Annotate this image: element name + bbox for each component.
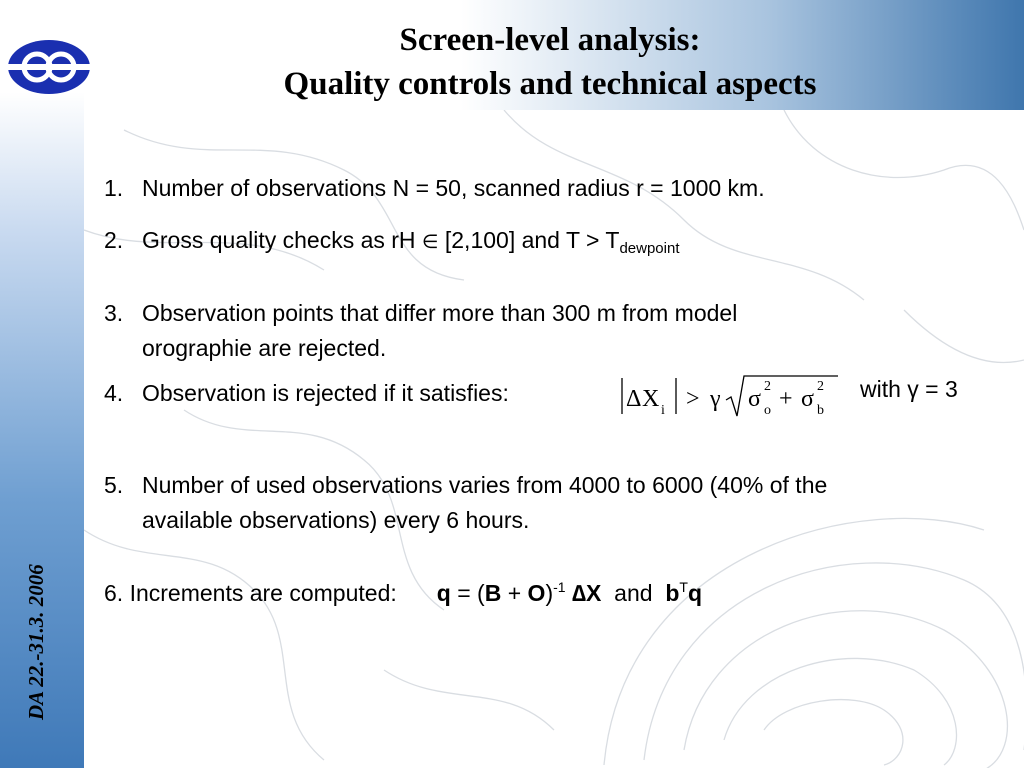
- var-b: b: [665, 580, 680, 606]
- item-text-cont: [2,100] and T > T: [438, 227, 620, 253]
- formula-sub-o: o: [764, 403, 771, 418]
- formula-plus: +: [779, 386, 793, 412]
- list-item-3: [104, 296, 737, 330]
- var-q: q: [436, 580, 451, 606]
- list-item-5: [104, 468, 827, 502]
- side-date-label: DA 22.-31.3. 2006: [24, 564, 48, 720]
- item-text: Gross quality checks as rH: [142, 227, 422, 253]
- item-number: 2.: [104, 227, 124, 253]
- var-q-2: q: [687, 580, 702, 606]
- paren-close: ): [545, 580, 554, 606]
- formula-sq-o: 2: [764, 379, 771, 394]
- title-line-2: Quality controls and technical aspects: [283, 66, 817, 102]
- ecmwf-logo-icon: [6, 38, 92, 96]
- formula-sigma-o: σ: [748, 386, 761, 412]
- formula-sigma-b: σ: [801, 386, 814, 412]
- list-item-1: [104, 171, 765, 205]
- item-number: 3.: [104, 300, 124, 326]
- rejection-formula: [616, 370, 846, 422]
- item-number: 4.: [104, 380, 124, 406]
- formula-gamma: γ: [710, 386, 721, 412]
- formula-gt: >: [686, 386, 700, 412]
- title-line-1: Screen-level analysis:: [399, 22, 701, 58]
- formula-sub-i: i: [661, 403, 665, 418]
- item-number: 1.: [104, 175, 124, 201]
- gamma-condition: with γ = 3: [860, 376, 958, 402]
- var-delta-x: ∆X: [565, 580, 602, 606]
- list-item-5-continuation: available observations) every 6 hours.: [142, 507, 530, 533]
- list-item-3-continuation: orographie are rejected.: [142, 335, 387, 361]
- eq-open: = (: [450, 580, 485, 606]
- formula-delta: Δ: [626, 386, 642, 412]
- item-text: Observation points that differ more than 300 m from model: [142, 300, 738, 326]
- list-item-2: [104, 223, 679, 266]
- formula-sq-b: 2: [817, 379, 824, 394]
- item-text: Number of used observations varies from 4000 to 6000 (40% of the: [142, 472, 828, 498]
- formula-sub-b: b: [817, 403, 824, 418]
- and-text: and: [601, 580, 666, 606]
- transpose-exponent: T: [679, 579, 688, 595]
- inverse-exponent: -1: [553, 579, 566, 595]
- var-O: O: [527, 580, 546, 606]
- formula-x: X: [642, 386, 660, 412]
- element-of-symbol: ∈: [421, 231, 439, 253]
- plus-sign: +: [501, 580, 528, 606]
- item-text: 6. Increments are computed:: [104, 580, 397, 606]
- list-item-4: [104, 376, 509, 410]
- weather-map-background: [84, 110, 1024, 768]
- list-item-6: [104, 570, 702, 610]
- item-text: Observation is rejected if it satisfies:: [142, 380, 509, 406]
- item-text: Number of observations N = 50, scanned radius r = 1000 km.: [142, 175, 765, 201]
- dewpoint-subscript: dewpoint: [619, 240, 680, 257]
- item-number: 5.: [104, 472, 124, 498]
- page-title: [120, 18, 980, 106]
- var-B: B: [484, 580, 502, 606]
